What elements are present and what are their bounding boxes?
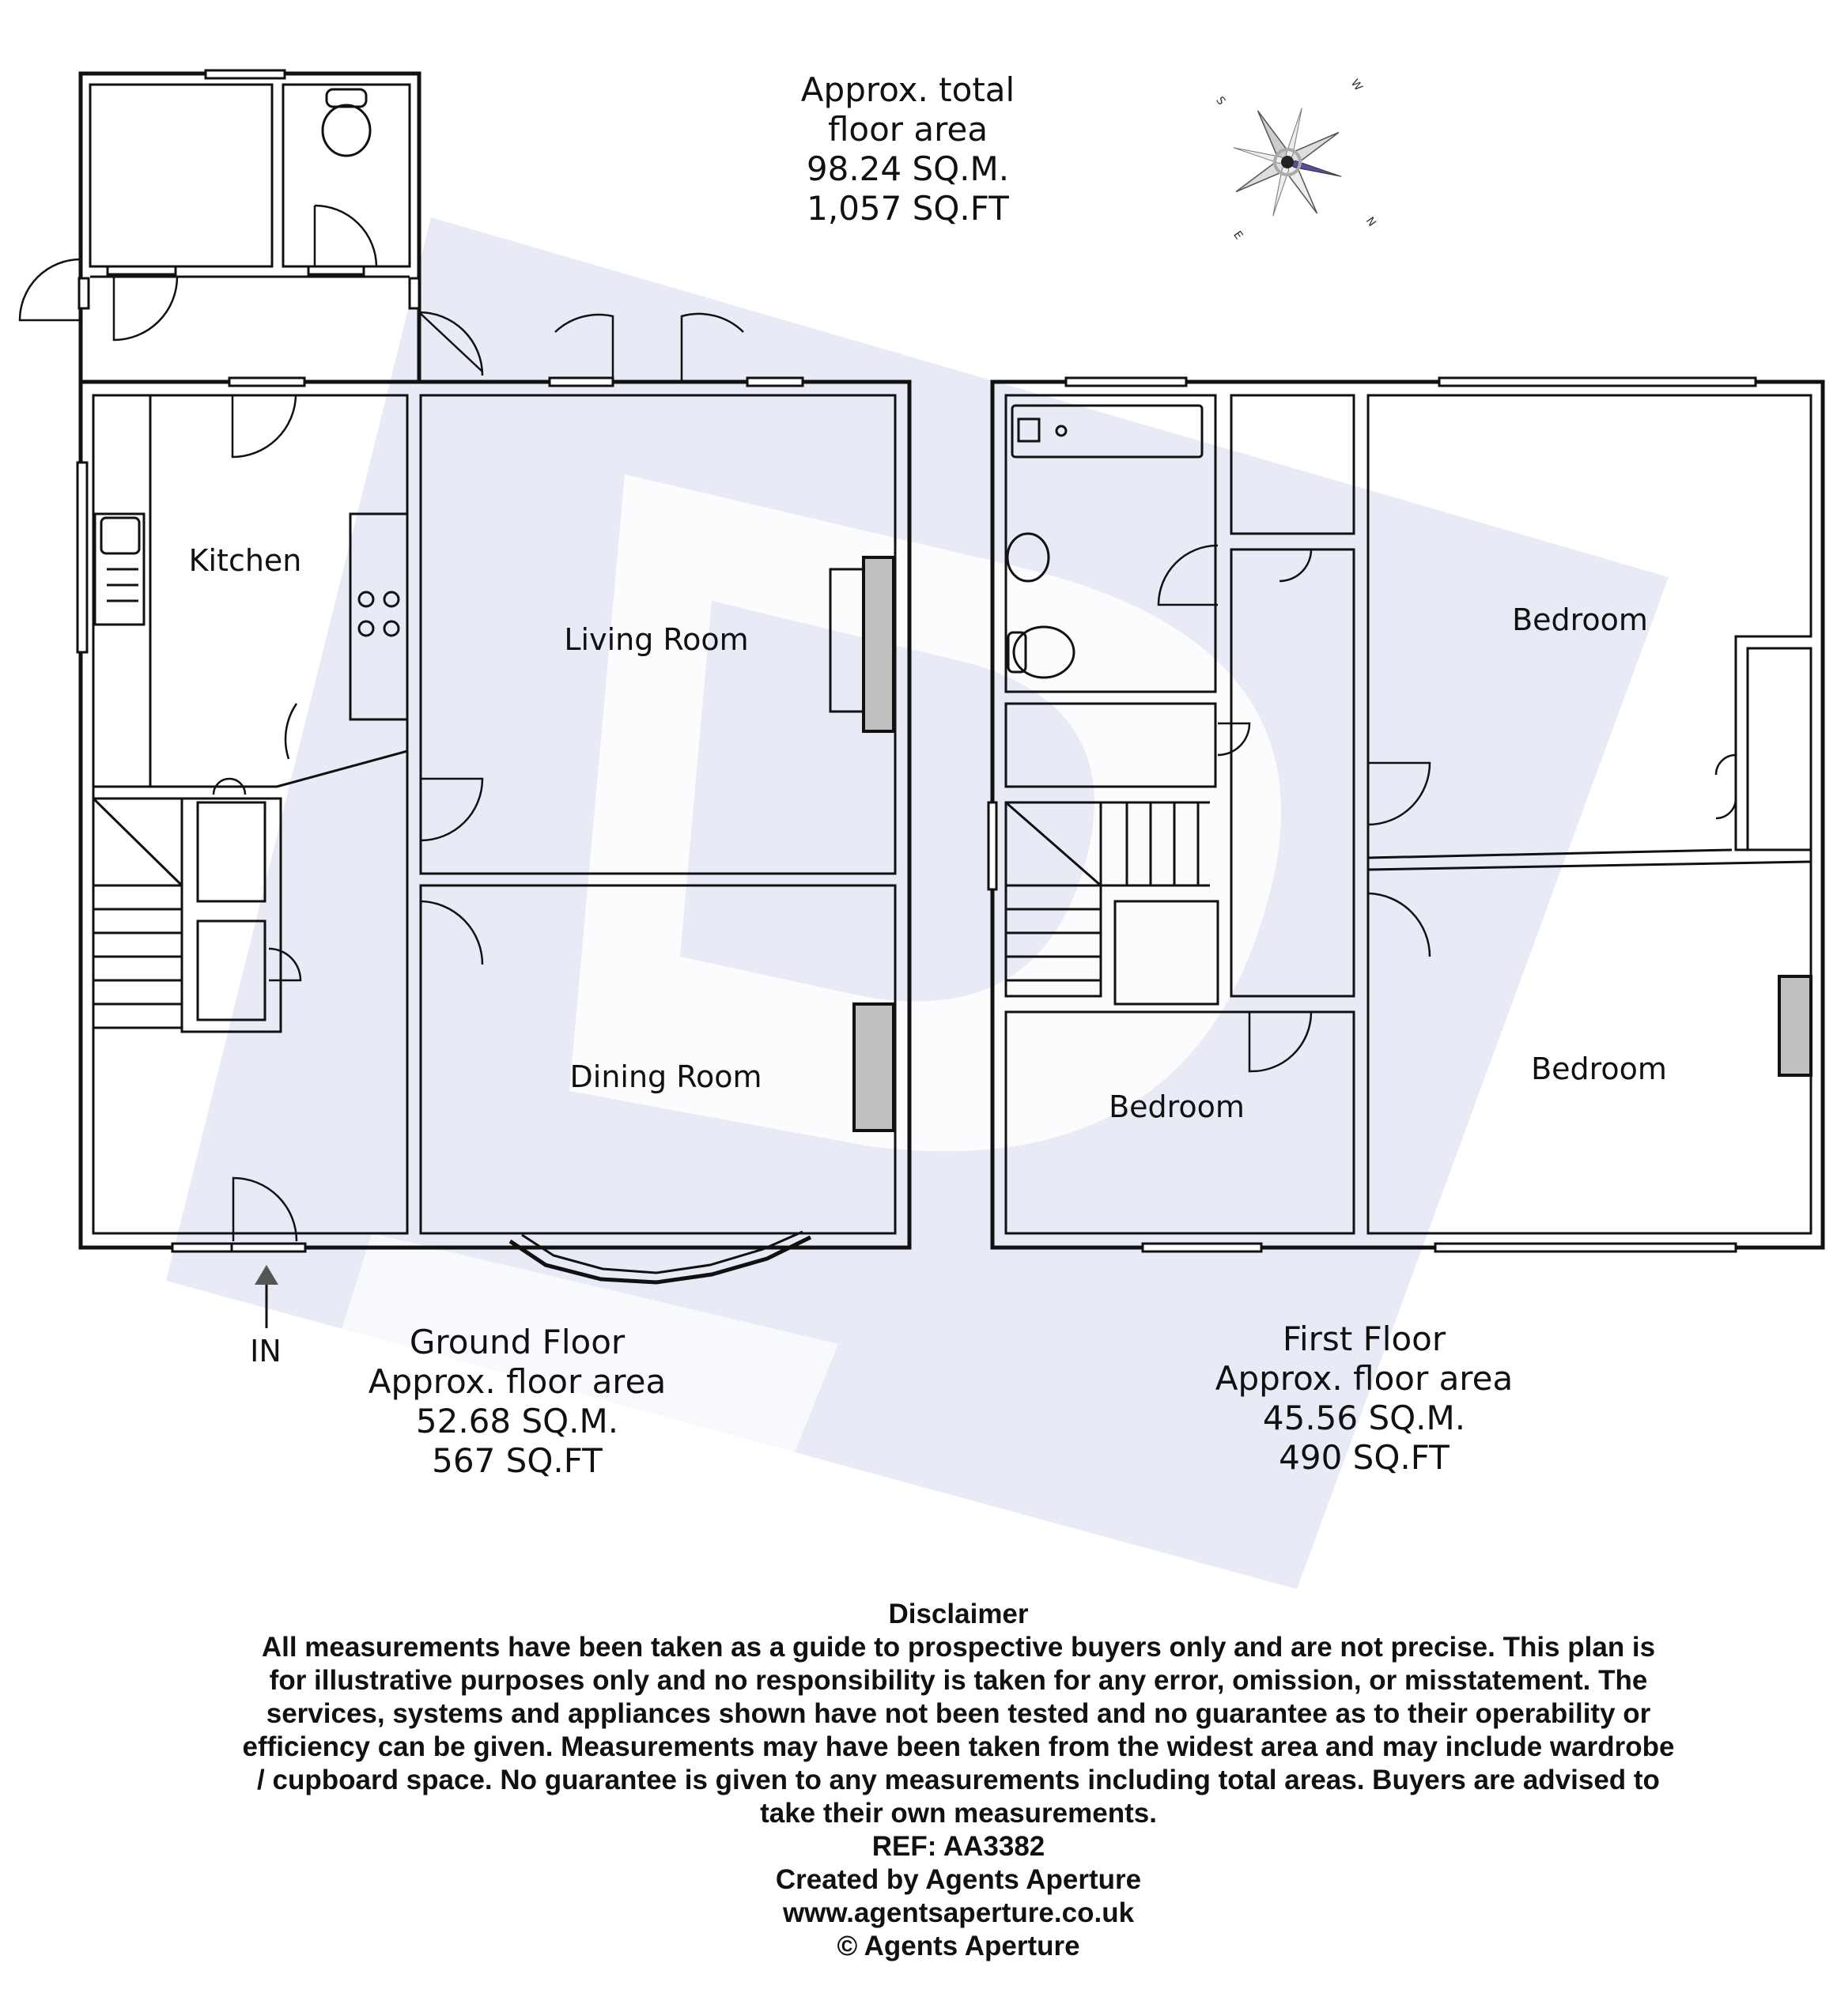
chimney-breast-first (1779, 976, 1811, 1075)
ground-floor-area-label: Approx. floor area (368, 1362, 667, 1401)
reference-number: REF: AA3382 (871, 1831, 1045, 1862)
first-floor-sqft: 490 SQ.FT (1279, 1438, 1450, 1477)
first-floor-area-label: Approx. floor area (1215, 1359, 1514, 1398)
first-floor-sqm: 45.56 SQ.M. (1262, 1399, 1466, 1437)
disclaimer-line: services, systems and appliances shown have not been tested and no guarantee as to their operability or (266, 1698, 1651, 1729)
compass-rose-icon (1207, 81, 1369, 244)
compass-east: E (1230, 228, 1245, 242)
disclaimer-line: take their own measurements. (760, 1798, 1157, 1829)
room-label-living-room: Living Room (564, 622, 749, 657)
disclaimer-line: for illustrative purposes only and no responsibility is taken for any error, omission, or misstatement. The (269, 1665, 1648, 1696)
compass-west: W (1348, 77, 1365, 93)
ground-floor-sqft: 567 SQ.FT (432, 1441, 603, 1480)
room-label-bedroom-3: Bedroom (1109, 1089, 1245, 1124)
disclaimer-heading: Disclaimer (888, 1599, 1029, 1629)
copyright: © Agents Aperture (837, 1931, 1080, 1961)
ground-floor-title: Ground Floor (409, 1323, 626, 1361)
room-label-bedroom-1: Bedroom (1512, 602, 1648, 637)
total-area-sqm: 98.24 SQ.M. (806, 149, 1010, 188)
compass-north: N (1363, 214, 1378, 229)
disclaimer-line: All measurements have been taken as a guide to prospective buyers only and are not precise. This plan is (261, 1632, 1656, 1663)
room-label-dining-room: Dining Room (569, 1059, 762, 1094)
website-link[interactable]: www.agentsaperture.co.uk (782, 1897, 1135, 1928)
total-area-line2: floor area (827, 110, 988, 149)
staircase-ground (93, 798, 182, 1028)
entrance-label: IN (250, 1334, 282, 1369)
total-area-line1: Approx. total (800, 70, 1015, 109)
created-by: Created by Agents Aperture (775, 1864, 1142, 1895)
disclaimer-line: / cupboard space. No guarantee is given to any measurements including total areas. Buyers are advised to (257, 1765, 1660, 1795)
fireplace (864, 557, 894, 731)
total-area-sqft: 1,057 SQ.FT (807, 189, 1009, 228)
ground-floor-sqm: 52.68 SQ.M. (415, 1402, 619, 1440)
disclaimer-line: efficiency can be given. Measurements may have been taken from the widest area and may include wardrobe (242, 1731, 1675, 1762)
sink-icon (95, 514, 144, 625)
room-label-kitchen: Kitchen (188, 543, 302, 578)
compass-south: S (1213, 94, 1228, 108)
first-floor-title: First Floor (1282, 1319, 1446, 1358)
chimney-breast (854, 1004, 894, 1131)
room-label-bedroom-2: Bedroom (1531, 1051, 1667, 1086)
